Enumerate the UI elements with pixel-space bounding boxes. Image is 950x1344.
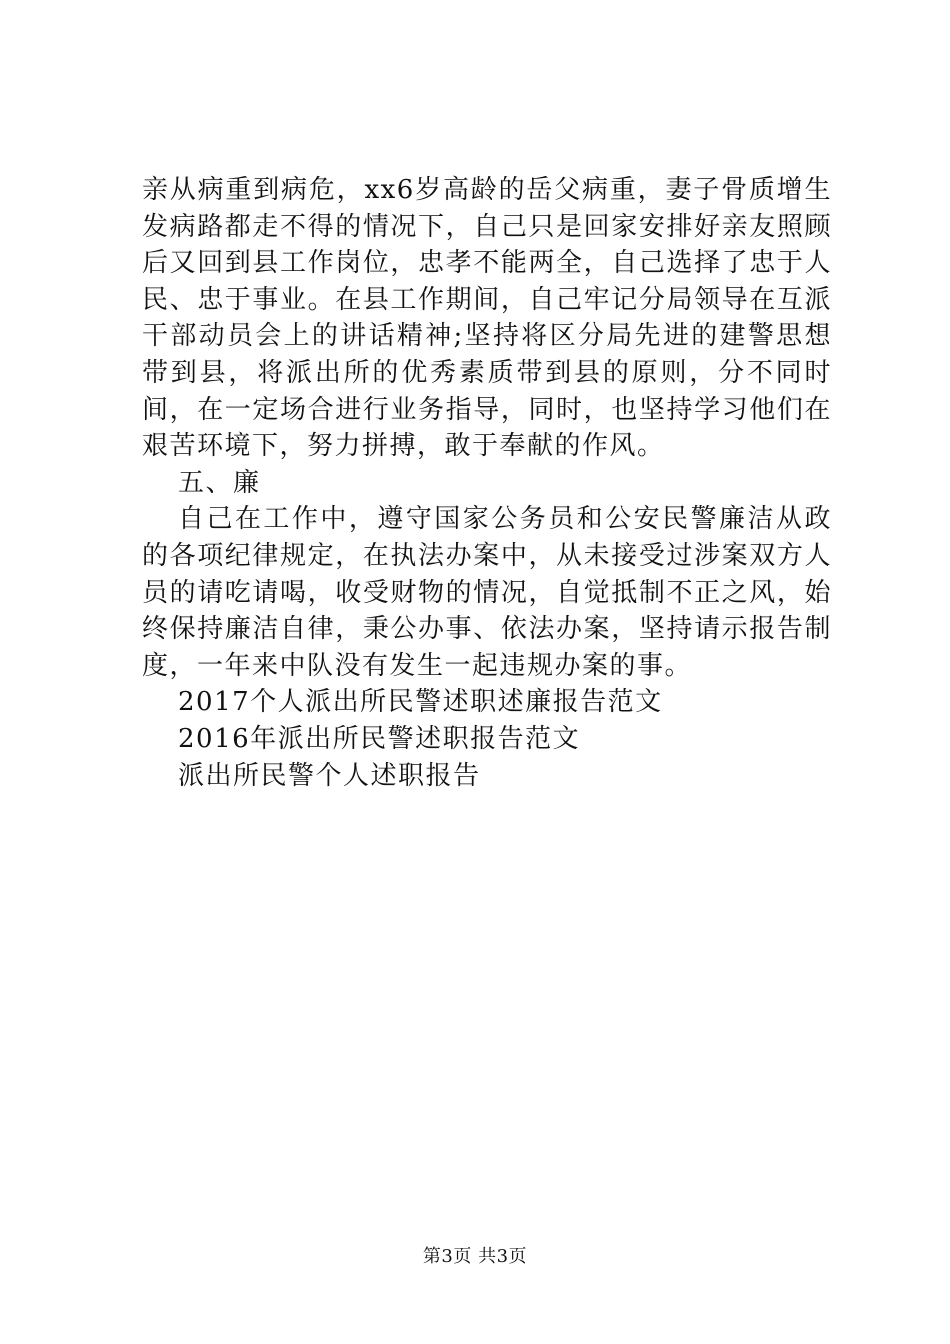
- section-heading: 五、廉: [178, 467, 261, 498]
- section-paragraph: 自己在工作中，遵守国家公务员和公安民警廉洁从政的各项纪律规定，在执法办案中，从未接受过涉案双方人员的请吃请喝，收受财物的情况，自觉抵制不正之风，始终保持廉洁自律，秉公办事、依法办案，坚持请示报告制度，一年来中队没有发生一起违规办案的事。: [142, 504, 832, 681]
- related-links-list: [142, 684, 832, 794]
- related-link[interactable]: 2016年派出所民警述职报告范文: [178, 723, 581, 754]
- continued-paragraph: 亲从病重到病危，xx6岁高龄的岳父病重，妻子骨质增生发病路都走不得的情况下，自己只是回家安排好亲友照顾后又回到县工作岗位，忠孝不能两全，自己选择了忠于人民、忠于事业。在县工作期间，自己牢记分局领导在互派干部动员会上的讲话精神;坚持将区分局先进的建警思想带到县，将派出所的优秀素质带到县的原则，分不同时间，在一定场合进行业务指导，同时，也坚持学习他们在艰苦环境下，努力拼搏，敢于奉献的作风。: [142, 175, 832, 462]
- related-link[interactable]: 派出所民警个人述职报告: [178, 760, 481, 791]
- document-body: [142, 172, 832, 794]
- related-link[interactable]: 2017个人派出所民警述职述廉报告范文: [178, 687, 663, 718]
- page-number-footer: 第3页 共3页: [422, 1246, 528, 1267]
